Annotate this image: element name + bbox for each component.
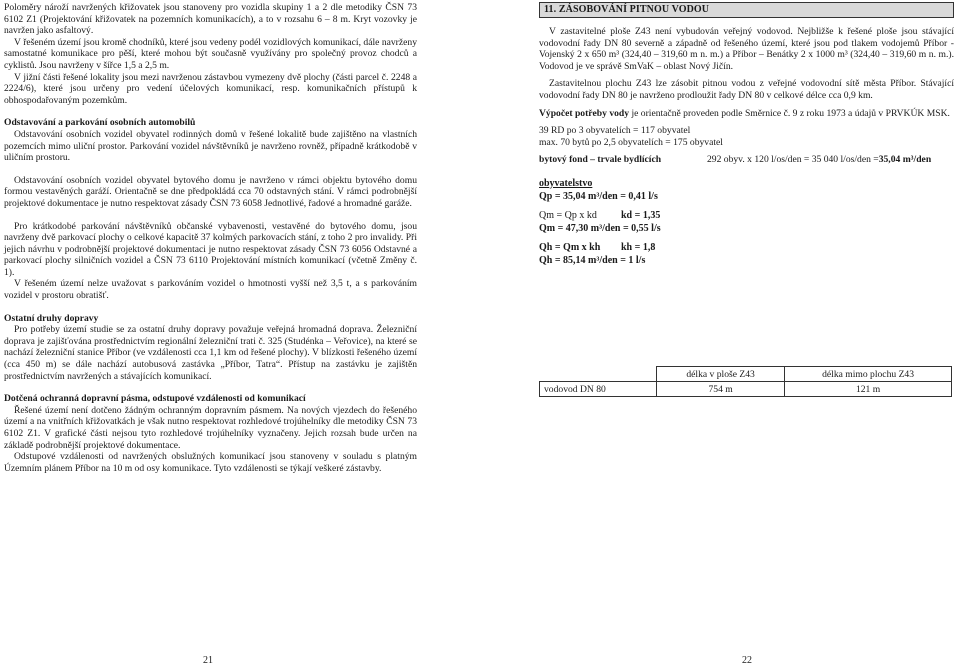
heading-other-transport: Ostatní druhy dopravy [4,312,99,324]
left-column [4,2,417,474]
housing-fund-row [539,154,954,166]
pipe-length-table [539,366,952,397]
paragraph-service-roads: V jižní části řešené lokality jsou mezi navrženou zástavbou vymezeny dvě plochy (části parcel č. 2248 a 2224/6), které jsou určeny pro vedení účelových komunikací, resp. komunikačních přístupů k obhospodařovaným pozemkům. [4,71,417,106]
kh-value: kh = 1,8 [621,241,656,253]
table-cell-pipe: vodovod DN 80 [540,382,657,397]
table-header-row [540,367,952,382]
paragraph-garages: Odstavování osobních vozidel obyvatel bytového domu je navrženo v rámci objektu bytového domu formou vestavěných garáží. Orientačně se dne předpokládá cca 70 odstavných stání. V rámci podrobnější projektové dokumentace je nutno respektovat zásady ČSN 73 6058 Jednotlivé, řadové a hromadné garáže. [4,174,417,209]
calc-method-rest: je orientačně proveden podle Směrnice č. 9 z roku 1973 a údajů v PRVKÚK MSK. [629,107,950,119]
housing-fund-calc: 292 obyv. x 120 l/os/den = 35 040 l/os/den = [707,154,879,166]
heading-protection-zones: Dotčená ochranná dopravní pásma, odstupové vzdálenosti od komunikací [4,393,306,405]
table-header-in-area: délka v ploše Z43 [657,367,785,382]
page-number-right: 22 [742,655,752,666]
table-cell-outside-area: 121 m [785,382,952,397]
qh-formula-row [539,241,954,254]
paragraph-supply: Zastavitelnou plochu Z43 lze zásobit pitnou vodou z veřejné vodovodní sítě města Příbor. Stávající vodovodní řady DN 80 je navrženo prodloužit řady DN 80 v celkové délce cca 0,9 km. [539,78,954,101]
paragraph-visibility: Řešené území není dotčeno žádným ochranným dopravním pásmem. Na nových vjezdech do řešeného území a na vnitřních křižovatkách je však nutno respektovat rozhledové trojúhelníky dle metodiky ČSN 73 6102 Z1. V grafické části nejsou tyto rozhledové trojúhelníky vyznačeny. Jejich rozsah bude určen na základě podrobnější projektové dokumentace. [4,404,417,451]
section-title: 11. ZÁSOBOVÁNÍ PITNOU VODOU [539,2,954,18]
paragraph-calc-method [539,108,954,120]
paragraph-setback: Odstupové vzdálenosti od navržených obslužných komunikací jsou stanoveny v souladu s platným Územním plánem Příbor na 10 m od osy komunikace. Tyto vzdálenosti se týkají veškeré zástavby. [4,451,417,474]
line-family-houses: 39 RD po 3 obyvatelích = 117 obyvatel [539,125,691,137]
table-header-outside-area: délka mimo plochu Z43 [785,367,952,382]
housing-fund-label: bytový fond – trvale bydlících [539,154,662,166]
qm-formula-row [539,209,954,222]
paragraph-family-parking: Odstavování osobních vozidel obyvatel rodinných domů v řešené lokalitě bude zajištěno na vlastních pozemcích mimo uliční prostor. Parkování vozidel návštěvníků je navrženo rovněž, případně krátkodobě v uličním prostoru. [4,128,417,164]
qh-line: Qh = 85,14 m³/den = 1 l/s [539,254,646,266]
right-page [480,0,960,667]
table-row [540,382,952,397]
paragraph-weight-limit: V řešeném území nelze uvažovat s parkováním vozidel o hmotnosti vyšší než 3,5 t, a s parkováním vozidel v prostoru obratišť. [4,278,417,302]
paragraph-intersection-radii: Poloměry nároží navržených křižovatek jsou stanoveny pro vozidla skupiny 1 a 2 dle metodiky ČSN 73 6102 Z1 (Projektování křižovatek na pozemních komunikacích), a to v rozsahu 6 – 8 m. Kryt vozovky je navržen jako asfaltový. [4,2,417,37]
paragraph-public-transport: Pro potřeby území studie se za ostatní druhy dopravy považuje veřejná hromadná doprava. Železniční doprava je zajišťována prostřednictvím regionální železniční trati č. 325 (Studénka – Veřovice), na které se nachází železniční stanice Příbor (ve vzdálenosti cca 1,1 km od řešené plochy). V blízkosti řešeného území (cca 450 m) se dále nachází autobusová zastávka „Příbor, Tatra“. Přístup na zastávku je zajištěn prostřednictvím navržených a stávajících komunikací. [4,324,417,382]
paragraph-pedestrian: V řešeném území jsou kromě chodníků, které jsou vedeny podél vozidlových komunikací, dále navrženy samostatné komunikace pro pěší, které mohou být současně využívány pro společný provoz chodců a cyklistů. Jsou navrženy v šířce 1,5 a 2,5 m. [4,36,417,71]
paragraph-visitor-parking: Pro krátkodobé parkování návštěvníků občanské vybavenosti, vestavěné do bytového domu, jsou navrženy dvě parkovací plochy o celkové kapacitě 37 kolmých parkovacích stání, z toho 2 pro invalidy. Při jejich návrhu v podrobnější projektové dokumentaci je nutno respektovat zásady ČSN 73 6056 Odstavné a parkovací plochy silničních vozidel a ČSN 73 6110 Projektování místních komunikací (včetně Změny č. 1). [4,220,417,278]
kd-value: kd = 1,35 [621,209,661,221]
heading-parking: Odstavování a parkování osobních automobilů [4,117,196,129]
qm-line: Qm = 47,30 m³/den = 0,55 l/s [539,222,661,234]
qh-formula: Qh = Qm x kh [539,241,601,253]
qm-formula: Qm = Qp x kd [539,209,597,221]
page-number-left: 21 [203,655,213,666]
table-cell-in-area: 754 m [657,382,785,397]
line-apartments: max. 70 bytů po 2,5 obyvatelích = 175 obyvatel [539,136,723,148]
housing-fund-result: 35,04 m³/den [878,154,932,166]
right-column [539,2,954,267]
calc-method-lead: Výpočet potřeby vody [539,107,630,119]
population-title: obyvatelstvo [539,177,593,189]
paragraph-existing-water: V zastavitelné ploše Z43 není vybudován veřejný vodovod. Nejbližše k řešené ploše jsou stávající vodovodní řady DN 80 severně a západně od řešeného území, které jsou pod tlakem vodojemů Příbor - Vojenský 2 x 650 m³ (324,40 – 319,60 m n. m.) a Příbor – Benátky 2 x 1000 m³ (324,40 – 319,60 m n. m.). Vodovod je ve správě SmVaK – oblast Nový Jičín. [539,26,954,72]
table-header-empty [540,367,657,382]
qp-line: Qp = 35,04 m³/den = 0,41 l/s [539,190,658,202]
